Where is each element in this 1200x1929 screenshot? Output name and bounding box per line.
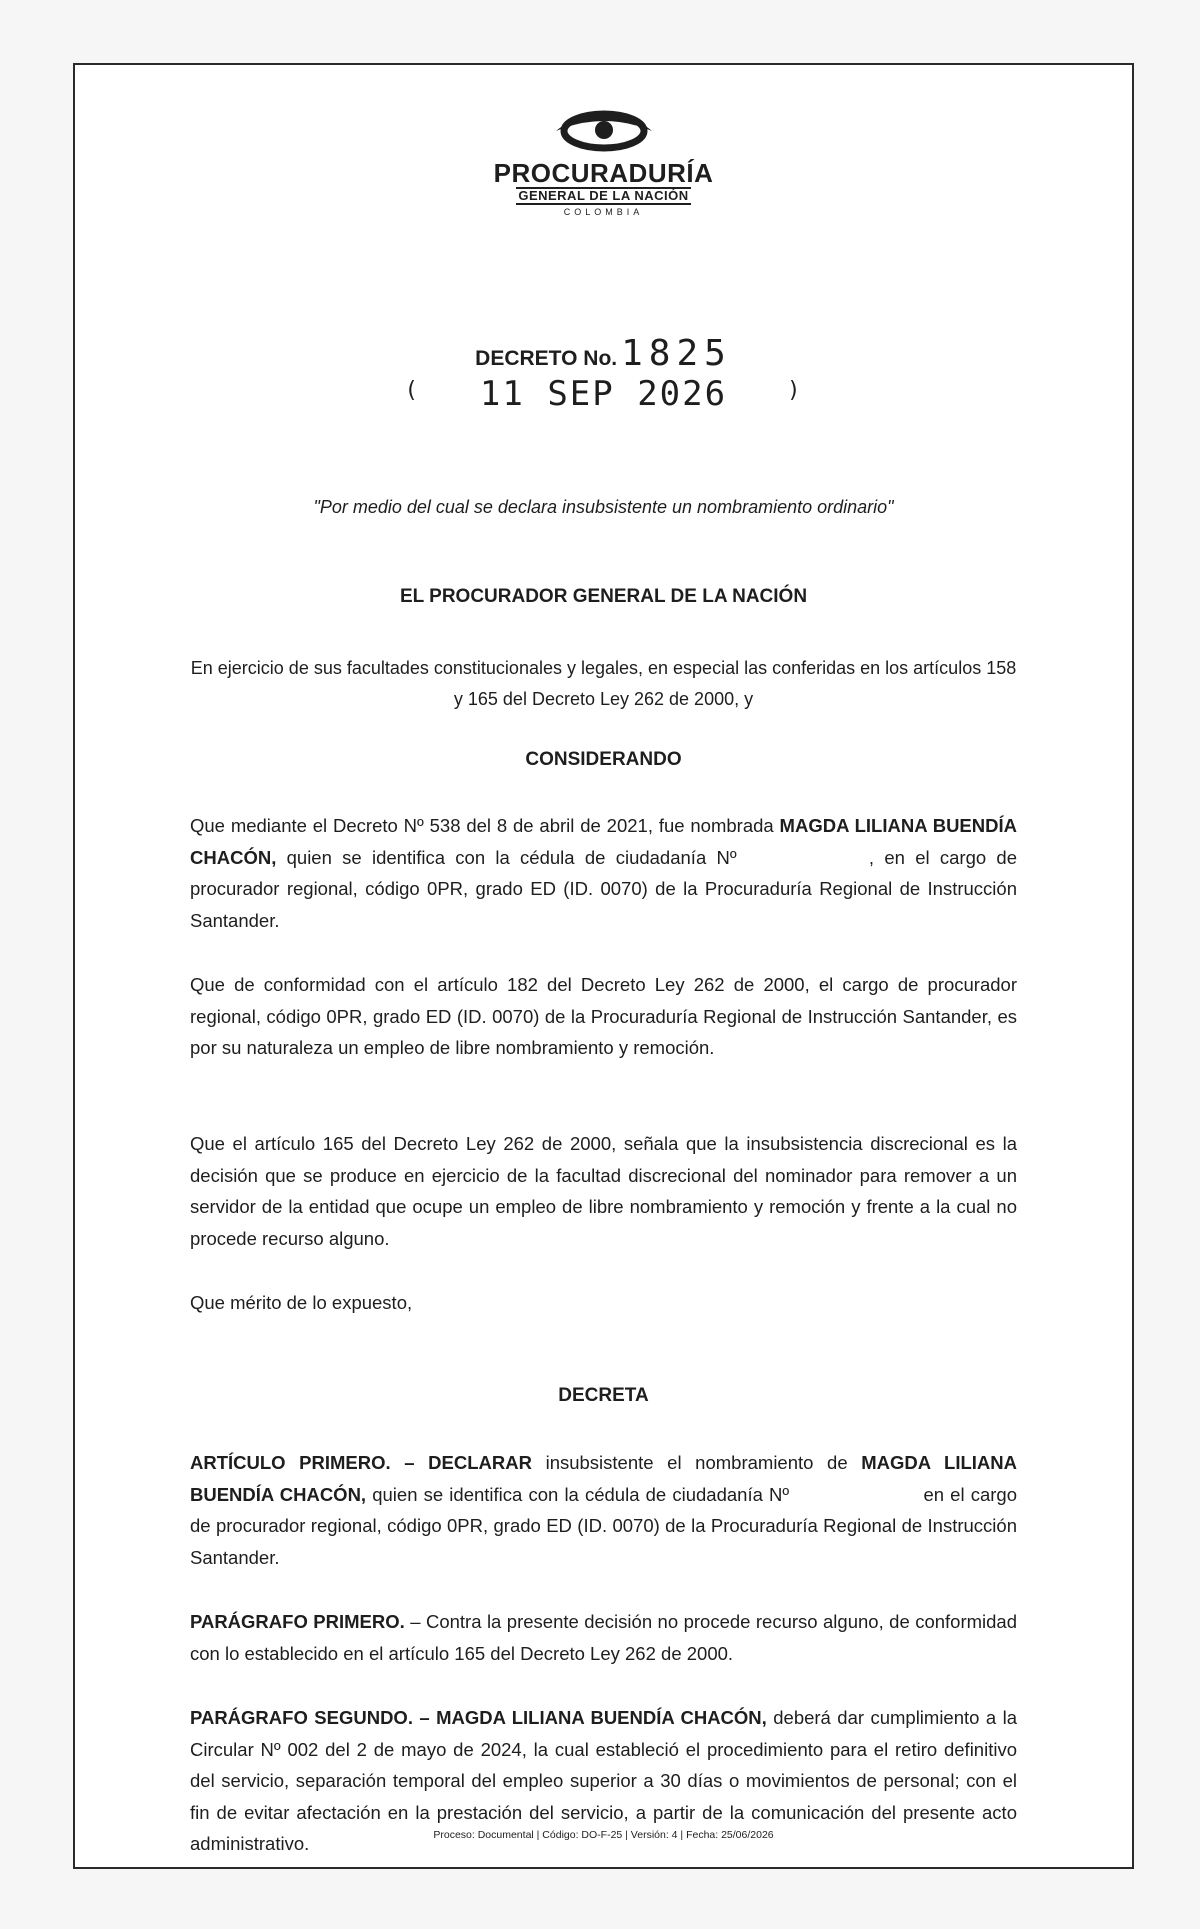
open-paren: ( bbox=[404, 378, 420, 403]
article-primero-label: ARTÍCULO PRIMERO. – DECLARAR bbox=[190, 1452, 532, 1473]
eye-icon bbox=[552, 97, 656, 155]
considerando-paragraph-3: Que el artículo 165 del Decreto Ley 262 de 2000, señala que la insubsistencia discrecional es la decisión que se produce en ejercicio de la facultad discrecional del nominador para remover a un servidor de la entidad que ocupe un empleo de libre nombramiento y remoción y frente a la cual no procede recurso alguno. bbox=[190, 1133, 1017, 1249]
document-page bbox=[73, 63, 1134, 1869]
procuraduria-logo bbox=[75, 97, 1132, 217]
considerando-paragraph-4: Que mérito de lo expuesto, bbox=[190, 1292, 413, 1313]
decree-date: 11 SEP 2026 bbox=[479, 374, 728, 414]
intro-paragraph: En ejercicio de sus facultades constitucionales y legales, en especial las conferidas en los artículos 158 y 165 del Decreto Ley 262 de 2000, y bbox=[190, 658, 1017, 709]
authority-heading: EL PROCURADOR GENERAL DE LA NACIÓN bbox=[399, 586, 808, 607]
logo-title: PROCURADURÍA bbox=[493, 158, 714, 188]
logo-subtitle: GENERAL DE LA NACIÓN bbox=[518, 188, 689, 203]
person-name: MAGDA LILIANA BUENDÍA CHACÓN, bbox=[190, 1452, 1017, 1505]
close-paren: ) bbox=[787, 378, 803, 403]
decree-number: 1825 bbox=[621, 333, 732, 374]
document-footer: Proceso: Documental | Código: DO-F-25 | Versión: 4 | Fecha: 25/06/2026 bbox=[433, 1829, 774, 1841]
decree-number-line bbox=[75, 333, 1132, 374]
paragrafo-primero: PARÁGRAFO PRIMERO. – Contra la presente decisión no procede recurso alguno, de conformidad con lo establecido en el artículo 165 del Decreto Ley 262 de 2000. bbox=[190, 1611, 1017, 1664]
paragrafo-segundo: PARÁGRAFO SEGUNDO. – MAGDA LILIANA BUENDÍA CHACÓN, deberá dar cumplimiento a la Circular Nº 002 del 2 de mayo de 2024, la cual estableció el procedimiento para el retiro definitivo del servicio, separación temporal del empleo superior a 30 días o movimientos de personal; con el fin de evitar afectación en la prestación del servicio, a partir de la comunicación del presente acto administrativo. bbox=[190, 1707, 1017, 1854]
person-name: MAGDA LILIANA BUENDÍA CHACÓN, bbox=[190, 815, 1017, 868]
decree-subtitle: "Por medio del cual se declara insubsistente un nombramiento ordinario" bbox=[313, 497, 894, 517]
considerando-paragraph-1: Que mediante el Decreto Nº 538 del 8 de abril de 2021, fue nombrada MAGDA LILIANA BUENDÍA CHACÓN, quien se identifica con la cédula de ciudadanía Nº , en el cargo de procurador regional, código 0PR, grado ED (ID. 0070) de la Procuraduría Regional de Instrucción Santander. bbox=[190, 815, 1018, 931]
paragrafo-primero-label: PARÁGRAFO PRIMERO. bbox=[190, 1611, 405, 1632]
paragrafo-segundo-label: PARÁGRAFO SEGUNDO. – MAGDA LILIANA BUENDÍA CHACÓN, bbox=[190, 1707, 767, 1728]
article-primero: ARTÍCULO PRIMERO. – DECLARAR insubsistente el nombramiento de MAGDA LILIANA BUENDÍA CHACÓN, quien se identifica con la cédula de ciudadanía Nº en el cargo de procurador regional, código 0PR, grado ED (ID. 0070) de la Procuraduría Regional de Instrucción Santander. bbox=[190, 1452, 1017, 1568]
considerando-paragraph-2: Que de conformidad con el artículo 182 del Decreto Ley 262 de 2000, el cargo de procurador regional, código 0PR, grado ED (ID. 0070) de la Procuraduría Regional de Instrucción Santander, es por su naturaleza un empleo de libre nombramiento y remoción. bbox=[190, 974, 1017, 1058]
logo-country: COLOMBIA bbox=[563, 207, 644, 217]
decree-label: DECRETO No. bbox=[475, 347, 618, 370]
decree-date-line bbox=[75, 374, 1132, 414]
decree-header bbox=[75, 333, 1132, 414]
decreta-heading: DECRETA bbox=[558, 1385, 649, 1406]
considerando-heading: CONSIDERANDO bbox=[525, 749, 682, 770]
